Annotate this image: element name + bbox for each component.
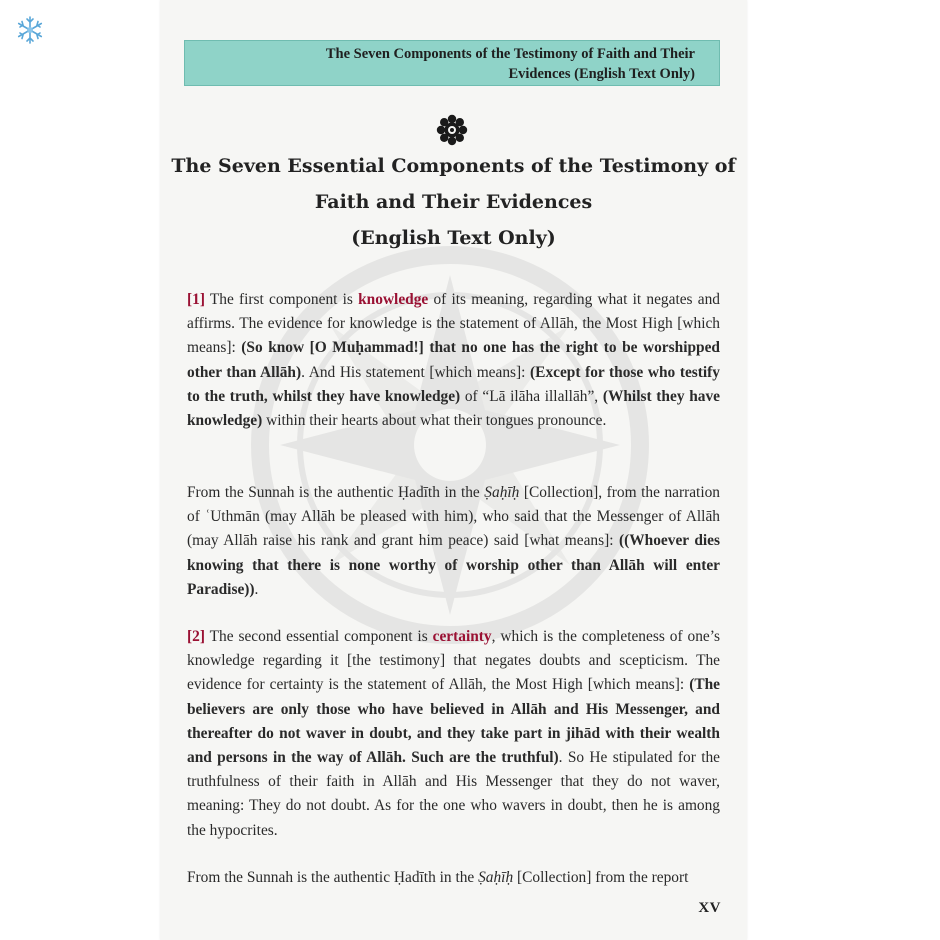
paragraph-text: [Collection], from the narration of ʿUthmān (may Allāh be pleased with him), who said that the Messenger of Allāh (may Allāh raise his rank and grant him peace) said [what means]: — [187, 484, 720, 550]
point-number: [1] — [187, 291, 205, 308]
paragraph-text: , which is the completeness of one’s knowledge regarding it [the testimony] that negates doubts and scepticism. The evidence for certainty is the statement of Allāh, the Most High [which means]: — [187, 628, 720, 694]
paragraph-hadith-certainty — [187, 866, 720, 890]
chapter-title — [160, 148, 747, 256]
paragraph-text: From the Sunnah is the authentic Ḥadīth in the — [187, 869, 479, 886]
snowflake-logo-icon — [14, 14, 46, 46]
page-number: XV — [698, 900, 721, 916]
paragraph-knowledge — [187, 288, 720, 433]
verse-quote: (Except for those who testify to the truth, whilst they have knowledge) — [187, 363, 720, 405]
floral-ornament-icon — [436, 114, 468, 146]
collection-name: Ṣaḥīḥ — [478, 869, 514, 886]
verse-quote: (So know [O Muḥammad!] that no one has the right to be worshipped other than Allāh) — [187, 339, 720, 381]
running-header-line-2: Evidences (English Text Only) — [508, 66, 695, 82]
keyword-knowledge: knowledge — [358, 291, 429, 308]
collection-name: Ṣaḥīḥ — [484, 484, 520, 501]
keyword-certainty: certainty — [432, 628, 492, 645]
chapter-title-line-2: Faith and Their Evidences — [314, 191, 593, 213]
paragraph-hadith-knowledge — [187, 481, 720, 602]
chapter-title-line-1: The Seven Essential Components of the Testimony of — [171, 155, 736, 177]
paragraph-text: of “Lā ilāha illallāh”, — [460, 387, 603, 405]
running-header — [184, 40, 720, 86]
paragraph-text: within their hearts about what their tongues pronounce. — [262, 412, 607, 430]
paragraph-text: . — [254, 580, 259, 598]
paragraph-text: The first component is — [204, 291, 359, 308]
paragraph-text: . And His statement [which means]: — [301, 363, 531, 381]
paragraph-text: The second essential component is — [204, 628, 433, 645]
chapter-title-line-3: (English Text Only) — [351, 227, 556, 249]
verse-quote: (The believers are only those who have believed in Allāh and His Messenger, and thereafter do not waver in doubt, and they take part in jihād with their wealth and persons in the way of Allāh. Such are the truthful) — [187, 676, 720, 767]
running-header-line-1: The Seven Components of the Testimony of Faith and Their — [325, 46, 695, 62]
paragraph-text: of its meaning, regarding what it negates and affirms. The evidence for knowledge is the statement of Allāh, the Most High [which means]: — [187, 291, 720, 357]
paragraph-text: . So He stipulated for the truthfulness of their faith in Allāh and His Messenger that they do not waver, meaning: They do not doubt. As for the one who wavers in doubt, then he is among the hypocrites. — [187, 749, 720, 839]
hadith-quote: ((Whoever dies knowing that there is none worthy of worship other than Allāh will enter Paradise)) — [187, 532, 720, 598]
paragraph-certainty — [187, 625, 720, 843]
point-number: [2] — [187, 628, 205, 645]
paragraph-text: [Collection] from the report — [513, 869, 689, 886]
paragraph-text: From the Sunnah is the authentic Ḥadīth in the — [187, 484, 485, 501]
book-page — [160, 0, 747, 940]
verse-quote: (Whilst they have knowledge) — [187, 387, 720, 430]
